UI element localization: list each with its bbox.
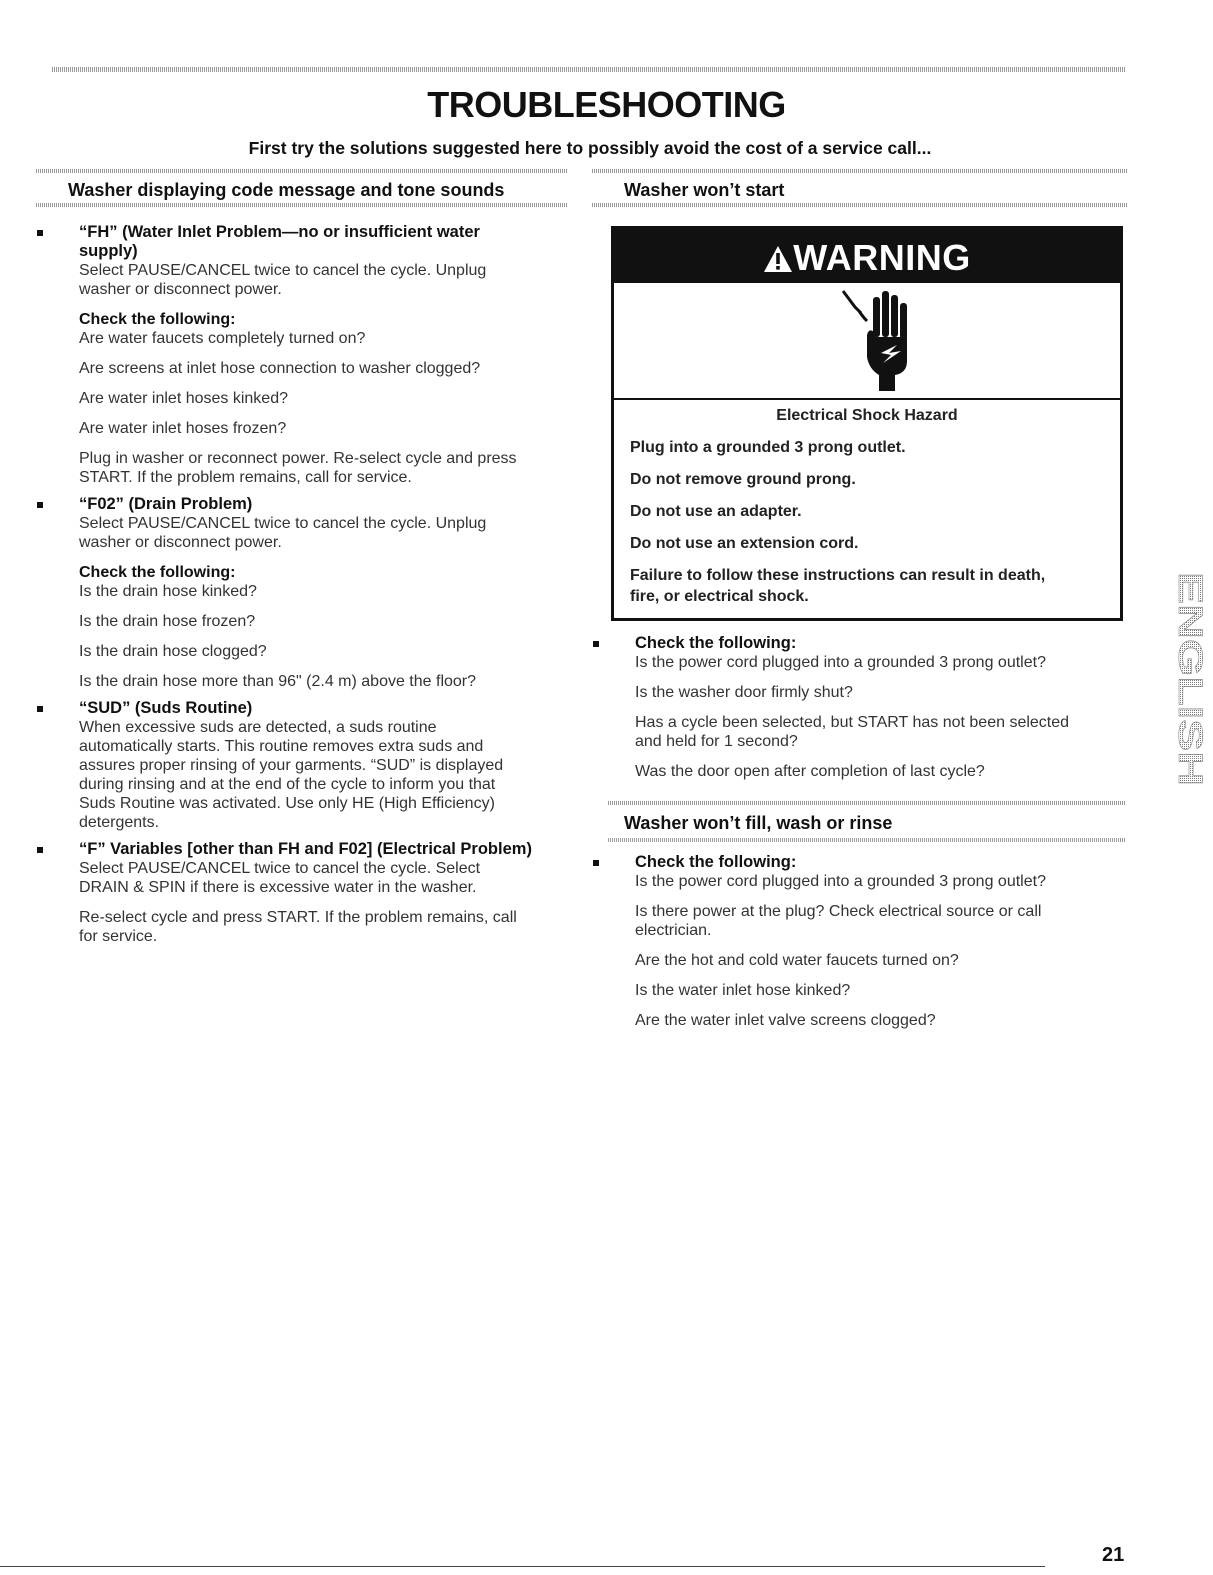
page-title: TROUBLESHOOTING xyxy=(427,84,786,125)
closing-text: for service. xyxy=(79,928,158,945)
item-text: Suds Routine was activated. Use only HE (High Efficiency) xyxy=(79,795,495,812)
check-label: Check the following: xyxy=(635,634,797,652)
check-text: Is the water inlet hose kinked? xyxy=(635,982,851,999)
closing-text: Re-select cycle and press START. If the problem remains, call xyxy=(79,909,517,926)
warning-icon-area xyxy=(614,283,1120,400)
list-item-check-start xyxy=(590,634,1135,781)
bullet-icon xyxy=(37,847,43,853)
right-section-title-fill: Washer won’t fill, wash or rinse xyxy=(624,813,893,833)
warning-line: fire, or electrical shock. xyxy=(630,588,809,605)
item-text: automatically starts. This routine removes extra suds and xyxy=(79,738,484,755)
check-text: Is there power at the plug? Check electrical source or call xyxy=(635,903,1042,920)
right-items-start xyxy=(590,634,1135,789)
language-side-tab xyxy=(1152,568,1209,790)
check-text: Are the water inlet valve screens clogged? xyxy=(635,1012,936,1029)
item-text: washer or disconnect power. xyxy=(79,534,282,551)
right-section-rule-bottom xyxy=(592,203,1127,207)
bullet-icon xyxy=(593,641,599,647)
closing-text: Plug in washer or reconnect power. Re-select cycle and press xyxy=(79,450,517,467)
check-text: Is the power cord plugged into a grounded 3 prong outlet? xyxy=(635,873,1046,890)
check-text: electrician. xyxy=(635,922,712,939)
check-text: Are water inlet hoses frozen? xyxy=(79,420,287,437)
check-text: Is the power cord plugged into a grounded 3 prong outlet? xyxy=(635,654,1046,671)
item-text: DRAIN & SPIN if there is excessive water in the washer. xyxy=(79,879,477,896)
check-text: Is the drain hose kinked? xyxy=(79,583,257,600)
item-text: Select PAUSE/CANCEL twice to cancel the cycle. Select xyxy=(79,860,481,877)
list-item-check-fill xyxy=(590,853,1135,1030)
check-text: Are water faucets completely turned on? xyxy=(79,330,366,347)
closing-text: START. If the problem remains, call for service. xyxy=(79,469,412,486)
bullet-icon xyxy=(37,502,43,508)
item-text: Select PAUSE/CANCEL twice to cancel the cycle. Unplug xyxy=(79,262,487,279)
bullet-icon xyxy=(593,860,599,866)
check-label: Check the following: xyxy=(79,311,236,328)
check-text: Is the washer door firmly shut? xyxy=(635,684,853,701)
warning-box xyxy=(611,226,1123,621)
warning-line: Plug into a grounded 3 prong outlet. xyxy=(630,439,906,456)
bullet-icon xyxy=(37,230,43,236)
list-item-fh xyxy=(34,223,579,487)
left-section-rule-top xyxy=(36,169,568,173)
check-text: Are the hot and cold water faucets turned on? xyxy=(635,952,959,969)
check-text: Is the drain hose frozen? xyxy=(79,613,256,630)
left-section-rule-bottom xyxy=(36,203,568,207)
warning-line: Do not use an extension cord. xyxy=(630,535,859,552)
electrical-shock-hand-icon xyxy=(839,287,919,393)
item-title: “SUD” (Suds Routine) xyxy=(79,699,253,717)
list-item-f02 xyxy=(34,495,579,691)
right-section-rule-top xyxy=(592,169,1127,173)
check-text: Are screens at inlet hose connection to washer clogged? xyxy=(79,360,481,377)
page-number: 21 xyxy=(1102,1544,1125,1566)
right-section2-rule-top xyxy=(608,801,1126,805)
warning-triangle-icon xyxy=(763,245,793,273)
check-text: Are water inlet hoses kinked? xyxy=(79,390,288,407)
right-items-fill xyxy=(590,853,1135,1038)
top-rule xyxy=(52,67,1126,72)
check-label: Check the following: xyxy=(635,853,797,871)
check-text: and held for 1 second? xyxy=(635,733,798,750)
item-title: “FH” (Water Inlet Problem—no or insufficient water xyxy=(79,223,480,241)
check-text: Is the drain hose more than 96" (2.4 m) above the floor? xyxy=(79,673,477,690)
item-text: assures proper rinsing of your garments. “SUD” is displayed xyxy=(79,757,504,774)
side-tab-label: ENGLISH xyxy=(1171,572,1209,724)
check-text: Has a cycle been selected, but START has not been selected xyxy=(635,714,1070,731)
item-text: detergents. xyxy=(79,814,160,831)
item-title: supply) xyxy=(79,242,138,260)
right-section-title-start: Washer won’t start xyxy=(624,180,785,200)
warning-line: Do not remove ground prong. xyxy=(630,471,856,488)
check-text: Was the door open after completion of last cycle? xyxy=(635,763,985,780)
warning-header xyxy=(614,229,1120,283)
warning-label: WARNING xyxy=(793,237,971,278)
bottom-rule xyxy=(0,1566,1045,1567)
list-item-sud xyxy=(34,699,579,832)
hazard-title: Electrical Shock Hazard xyxy=(776,407,958,424)
right-section2-rule-bottom xyxy=(608,838,1126,842)
item-title: “F02” (Drain Problem) xyxy=(79,495,253,513)
item-text: during rinsing and at the end of the cycle to inform you that xyxy=(79,776,496,793)
check-label: Check the following: xyxy=(79,564,236,581)
item-text: Select PAUSE/CANCEL twice to cancel the cycle. Unplug xyxy=(79,515,487,532)
list-item-f-variables xyxy=(34,840,579,946)
bullet-icon xyxy=(37,706,43,712)
warning-line: Do not use an adapter. xyxy=(630,503,802,520)
left-items xyxy=(34,223,579,954)
check-text: Is the drain hose clogged? xyxy=(79,643,267,660)
item-text: washer or disconnect power. xyxy=(79,281,282,298)
warning-line: Failure to follow these instructions can result in death, xyxy=(630,567,1046,584)
left-section-title: Washer displaying code message and tone sounds xyxy=(68,180,505,200)
page-subtitle: First try the solutions suggested here to possibly avoid the cost of a service call... xyxy=(248,138,932,158)
item-title: “F” Variables [other than FH and F02] (Electrical Problem) xyxy=(79,840,532,858)
item-text: When excessive suds are detected, a suds routine xyxy=(79,719,437,736)
